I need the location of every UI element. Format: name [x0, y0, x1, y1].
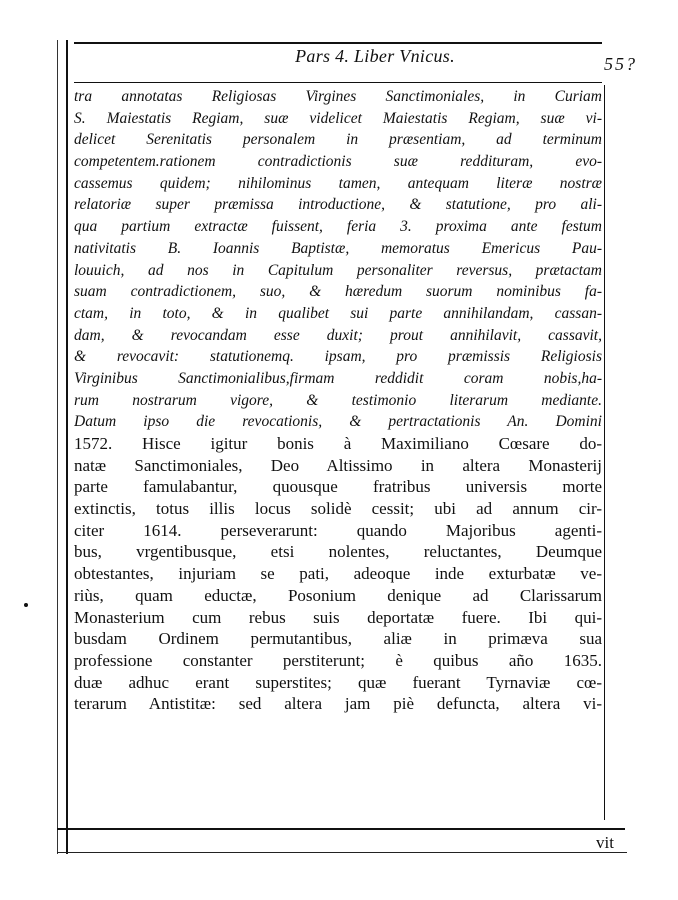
header-bottom-rule [74, 82, 602, 83]
text-line: relatoriæ super præmissa introductione, & statutione, pro ali- [74, 196, 602, 214]
catchword: vit [596, 833, 614, 852]
footer-bottom-rule [57, 852, 627, 853]
text-line: tra annotatas Religiosas Virgines Sanctimoniales, in Curiam [74, 88, 602, 105]
text-line: bus, vrgentibusque, etsi nolentes, reluctantes, Deumque [74, 542, 602, 562]
text-line: Virginibus Sanctimonialibus,firmam reddidit coram nobis,ha- [74, 369, 602, 387]
text-line: ctam, in toto, & in qualibet sui parte annihilandam, cassan- [74, 304, 602, 322]
text-line: & revocavit: statutionemq. ipsam, pro præmissis Religiosis [74, 348, 602, 366]
footer-top-rule [57, 828, 625, 830]
text-line: delicet Serenitatis personalem in præsentiam, ad terminum [74, 131, 602, 149]
inner-left-rule [66, 40, 68, 854]
body-text [74, 86, 602, 715]
text-line: nativitatis B. Ioannis Baptistæ, memoratus Emericus Pau- [74, 239, 602, 257]
text-line: Monasterium cum rebus suis deportatæ fuere. Ibi qui- [74, 607, 602, 627]
text-line: dam, & revocandam esse duxit; prout annihilavit, cassavit, [74, 326, 602, 344]
text-line: riùs, quam eductæ, Posonium denique ad Clarissarum [74, 585, 602, 605]
text-line: extinctis, totus illis locus solidè cessit; ubi ad annum cir- [74, 499, 602, 519]
text-line: natæ Sanctimoniales, Deo Altissimo in altera Monasterij [74, 455, 602, 475]
text-line: parte famulabantur, quousque fratribus universis morte [74, 477, 602, 497]
text-line: suam contradictionem, suo, & hæredum suorum nominibus fa- [74, 283, 602, 301]
text-line: terarum Antistitæ: sed altera jam piè defuncta, altera vi- [74, 694, 602, 714]
text-line: obtestantes, injuriam se pati, adeoque inde exturbatæ ve- [74, 564, 602, 584]
page-number: 55? [604, 54, 637, 74]
text-line: citer 1614. perseverarunt: quando Majoribus agenti- [74, 520, 602, 540]
text-line: 1572. Hisce igitur bonis à Maximiliano Cœsare do- [74, 434, 602, 453]
text-line: competentem.rationem contradictionis suæ reddituram, evo- [74, 153, 602, 171]
text-line: rum nostrarum vigore, & testimonio literarum mediante. [74, 391, 602, 409]
text-line: qua partium extractæ fuissent, feria 3. proxima ante festum [74, 218, 602, 236]
right-text-rule [604, 85, 605, 820]
text-line: cassemus quidem; nihilominus tamen, antequam literæ nostræ [74, 174, 602, 192]
margin-mark [24, 603, 28, 607]
text-line: S. Maiestatis Regiam, suæ videlicet Maiestatis Regiam, suæ vi- [74, 109, 602, 127]
header-top-rule [74, 42, 602, 44]
text-line: louuich, ad nos in Capitulum personaliter reversus, prætactam [74, 261, 602, 279]
text-line: professione constanter perstiterunt; è quibus año 1635. [74, 650, 602, 670]
running-head: Pars 4. Liber Vnicus. [295, 46, 455, 66]
text-line: duæ adhuc erant superstites; quæ fuerant Tyrnaviæ cœ- [74, 672, 602, 692]
text-line: Datum ipso die revocationis, & pertractationis An. Domini [74, 413, 602, 431]
text-line: busdam Ordinem permutantibus, aliæ in primæva sua [74, 629, 602, 649]
outer-left-rule [57, 40, 58, 854]
